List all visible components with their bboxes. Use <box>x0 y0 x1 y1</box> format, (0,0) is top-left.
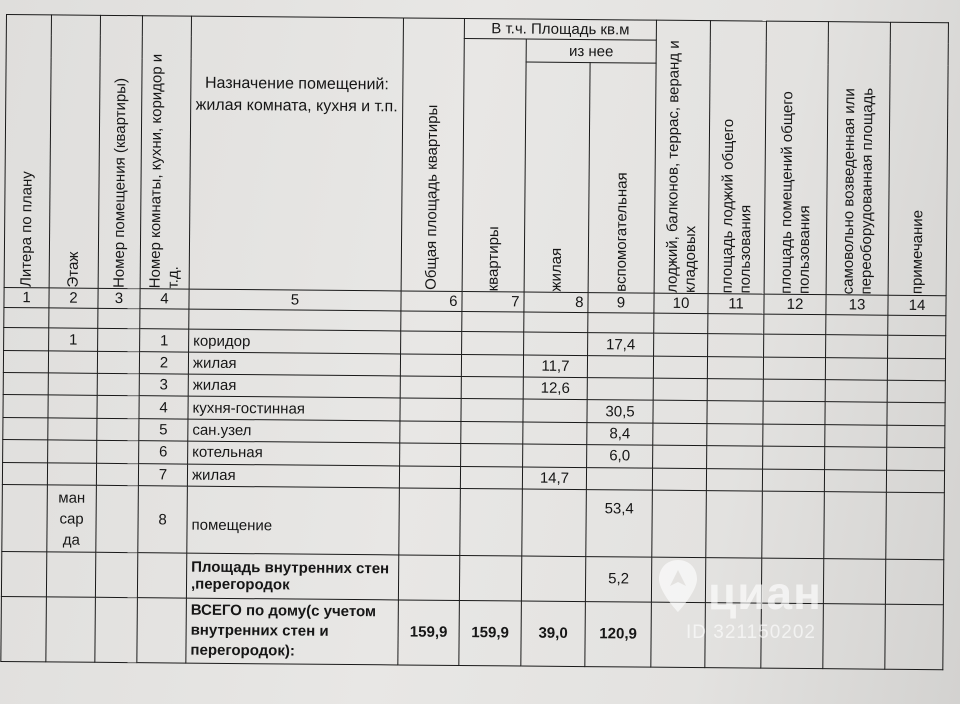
column-number: 4 <box>140 288 189 309</box>
room-number-cell: 3 <box>139 374 188 397</box>
table-row-attic <box>2 484 945 559</box>
column-number: 6 <box>401 291 462 312</box>
living-area-cell: 12,6 <box>523 377 587 400</box>
floor-cell <box>48 351 97 374</box>
aux-area-cell: 8,4 <box>587 422 653 445</box>
room-number-cell: 6 <box>139 441 188 464</box>
aux-area-cell: 53,4 <box>586 490 653 558</box>
column-number: 11 <box>708 293 764 314</box>
aux-area-cell: 5,2 <box>585 557 651 602</box>
total-apartment-cell: 159,9 <box>459 600 522 666</box>
floor-cell <box>48 418 97 441</box>
purpose-cell: коридор <box>189 329 401 353</box>
table-row-total <box>1 596 944 669</box>
aux-area-cell: 6,0 <box>587 445 653 468</box>
living-area-cell <box>524 332 588 355</box>
column-number: 2 <box>49 288 98 309</box>
header-loggias: лоджий, балконов, террас, веранд и кладовых <box>654 20 710 293</box>
column-number: 10 <box>654 293 708 314</box>
inner-walls-label: Площадь внутренних стен ,перегородок <box>186 553 398 600</box>
aux-area-cell <box>587 378 653 401</box>
explication-table <box>0 14 949 670</box>
aux-area-cell <box>587 355 653 378</box>
header-room-number: Номер комнаты, кухни, коридор и т.д. <box>140 16 191 289</box>
header-apartment-area: квартиры <box>462 39 526 292</box>
header-litera: Литера по плану <box>4 15 51 288</box>
column-number: 1 <box>4 287 49 308</box>
total-living-cell: 39,0 <box>521 601 586 667</box>
living-area-cell <box>523 399 587 422</box>
column-number: 13 <box>826 294 888 315</box>
room-number-cell: 2 <box>139 351 188 374</box>
header-note: примечание <box>888 22 948 295</box>
living-area-cell <box>523 422 587 445</box>
room-number-cell: 1 <box>140 329 189 352</box>
purpose-cell: жилая <box>188 352 400 376</box>
living-area-cell: 11,7 <box>523 355 587 378</box>
header-area-group: В т.ч. Площадь кв.м <box>464 19 656 41</box>
aux-area-cell: 17,4 <box>588 333 654 356</box>
purpose-cell: помещение <box>187 486 400 555</box>
room-number-cell: 7 <box>138 463 187 486</box>
column-number: 7 <box>462 291 524 312</box>
total-label: ВСЕГО по дому(с учетом внутренних стен и перегородок): <box>186 598 399 665</box>
room-number-cell: 8 <box>138 486 188 554</box>
floor-cell <box>47 462 96 485</box>
floor-cell <box>48 373 97 396</box>
header-unauthorized-area: самовольно возведенная или переоборудованная площадь <box>826 22 890 295</box>
column-number: 9 <box>588 292 654 313</box>
room-number-cell: 4 <box>139 396 188 419</box>
floor-cell-attic: ман сар да <box>47 485 97 553</box>
watermark-brand: циан <box>708 567 822 619</box>
living-area-cell: 14,7 <box>522 467 586 490</box>
purpose-cell: сан.узел <box>188 419 400 443</box>
living-area-cell <box>523 444 587 467</box>
room-number-cell: 5 <box>139 418 188 441</box>
floor-cell <box>48 440 97 463</box>
header-common-loggias: площадь лоджий общего пользования <box>708 21 766 294</box>
floor-cell: 1 <box>49 328 98 351</box>
header-floor: Этаж <box>49 15 100 288</box>
header-apartment-number: Номер помещения (квартиры) <box>98 15 142 288</box>
aux-area-cell: 30,5 <box>587 400 653 423</box>
header-purpose: Назначение помещений: жилая комната, кухня и т.п. <box>189 16 403 290</box>
aux-area-cell <box>586 467 652 490</box>
column-number: 12 <box>764 294 826 315</box>
purpose-cell: котельная <box>188 441 400 465</box>
floor-cell <box>48 395 97 418</box>
header-of-it: из нее <box>526 39 656 63</box>
header-common-rooms: площадь помещений общего пользования <box>764 21 828 294</box>
header-living-area: жилая <box>524 62 590 292</box>
header-total-area: Общая площадь квартиры <box>401 18 464 291</box>
total-aux-cell: 120,9 <box>585 601 652 667</box>
purpose-cell: кухня-гостинная <box>188 397 400 421</box>
purpose-cell: жилая <box>187 464 399 488</box>
column-number: 3 <box>98 288 140 309</box>
purpose-cell: жилая <box>188 374 400 398</box>
column-number: 8 <box>524 292 588 313</box>
header-aux-area: вспомогательная <box>588 62 656 292</box>
column-number: 14 <box>888 295 946 316</box>
total-area-cell: 159,9 <box>398 600 460 666</box>
column-number: 5 <box>189 289 401 311</box>
watermark-id: ID 321150202 <box>686 622 816 643</box>
